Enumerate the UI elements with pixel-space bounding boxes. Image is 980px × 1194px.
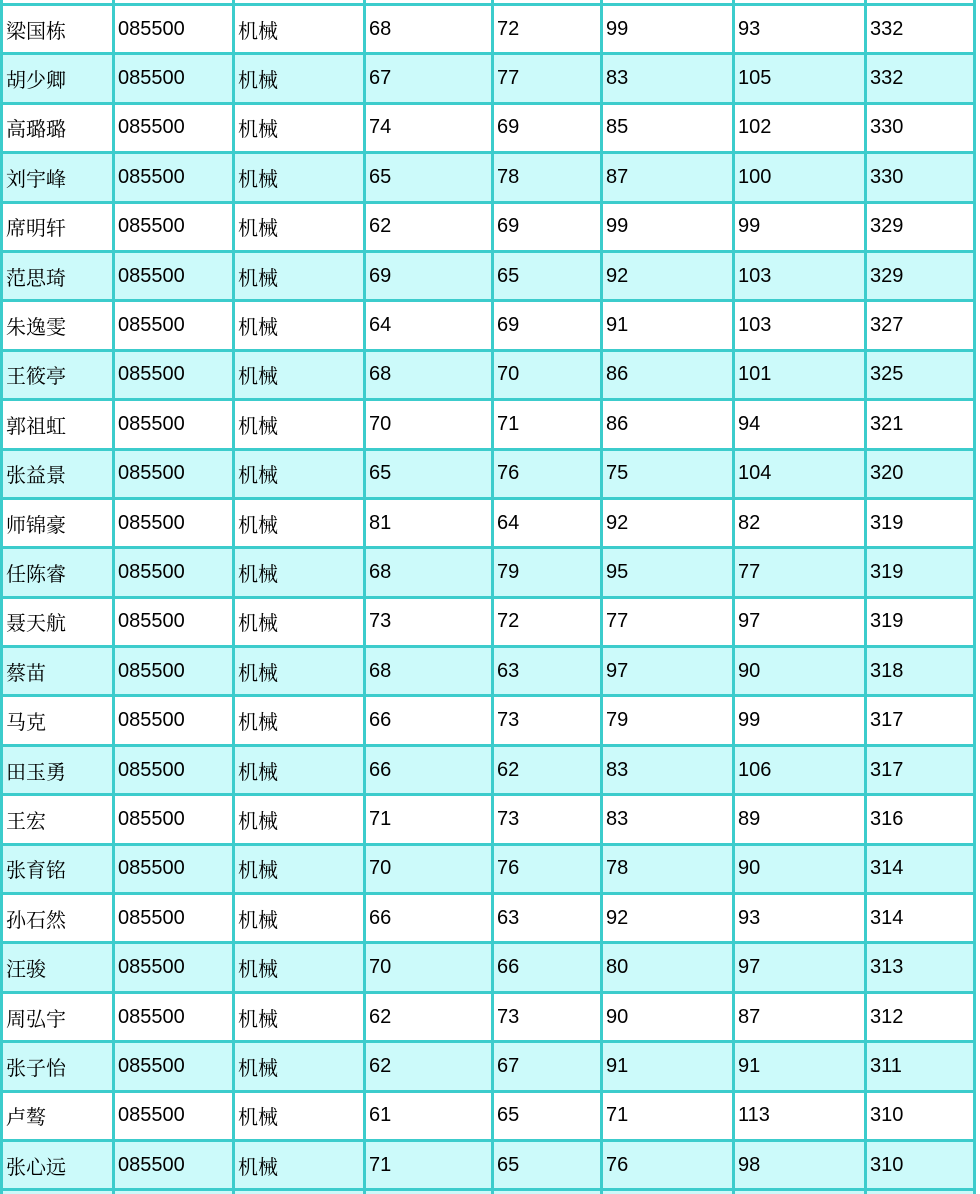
cell-total-score: 317 (867, 697, 976, 746)
cell-total-score: 329 (867, 253, 976, 302)
cell-score-1: 66 (366, 747, 494, 796)
cell-score-2: 76 (494, 846, 603, 895)
table-row (3, 451, 976, 500)
cell-score-1: 73 (366, 599, 494, 648)
cell-program-code: 085500 (115, 549, 235, 598)
cell-student-name: 汪骏 (3, 944, 115, 993)
cell-program-code: 085500 (115, 599, 235, 648)
cell-score-3: 83 (603, 796, 735, 845)
cell-score-2: 63 (494, 648, 603, 697)
cell-major: 机械 (235, 253, 366, 302)
table-row (3, 895, 976, 944)
cell-score-4: 97 (735, 599, 867, 648)
cell-major: 机械 (235, 747, 366, 796)
cell-student-name: 高璐璐 (3, 105, 115, 154)
cell-total-score: 319 (867, 500, 976, 549)
cell-total-score: 310 (867, 1093, 976, 1142)
cell-total-score: 310 (867, 1142, 976, 1191)
cell-program-code: 085500 (115, 204, 235, 253)
cell-student-name: 卢骜 (3, 1093, 115, 1142)
cell-score-3: 79 (603, 697, 735, 746)
cell-score-4: 99 (735, 204, 867, 253)
cell-student-name: 田玉勇 (3, 747, 115, 796)
cell-score-3: 83 (603, 747, 735, 796)
cell-score-2: 69 (494, 105, 603, 154)
cell-score-1: 64 (366, 302, 494, 351)
cell-total-score: 320 (867, 451, 976, 500)
cell-major: 机械 (235, 549, 366, 598)
cell-student-name: 席明轩 (3, 204, 115, 253)
cell-score-4: 106 (735, 747, 867, 796)
cell-score-4: 99 (735, 697, 867, 746)
cell-program-code: 085500 (115, 1142, 235, 1191)
cell-score-2: 72 (494, 6, 603, 55)
cell-score-4: 103 (735, 302, 867, 351)
cell-program-code: 085500 (115, 352, 235, 401)
cell-score-1: 70 (366, 846, 494, 895)
cell-score-1: 70 (366, 401, 494, 450)
cell-score-1: 71 (366, 796, 494, 845)
cell-score-1: 81 (366, 500, 494, 549)
cell-program-code: 085500 (115, 697, 235, 746)
cell-score-4: 87 (735, 994, 867, 1043)
cell-student-name: 蔡苗 (3, 648, 115, 697)
cell-student-name: 师锦豪 (3, 500, 115, 549)
cell-major: 机械 (235, 994, 366, 1043)
cell-score-3: 75 (603, 451, 735, 500)
cell-total-score: 318 (867, 648, 976, 697)
cell-score-1: 61 (366, 1093, 494, 1142)
cell-student-name: 胡少卿 (3, 55, 115, 104)
cell-score-2: 63 (494, 895, 603, 944)
cell-total-score: 319 (867, 599, 976, 648)
cell-total-score: 329 (867, 204, 976, 253)
cell-total-score: 313 (867, 944, 976, 993)
cell-student-name: 张育铭 (3, 846, 115, 895)
cell-total-score: 332 (867, 55, 976, 104)
table-row (3, 154, 976, 203)
cell-major: 机械 (235, 1093, 366, 1142)
cell-score-4: 91 (735, 1043, 867, 1092)
cell-score-2: 65 (494, 253, 603, 302)
cell-program-code: 085500 (115, 648, 235, 697)
cell-student-name: 张子怡 (3, 1043, 115, 1092)
cell-score-4: 105 (735, 55, 867, 104)
cell-score-3: 99 (603, 204, 735, 253)
cell-major: 机械 (235, 302, 366, 351)
cell-program-code: 085500 (115, 302, 235, 351)
cell-score-1: 68 (366, 648, 494, 697)
cell-score-2: 78 (494, 154, 603, 203)
cell-score-2: 73 (494, 994, 603, 1043)
cell-score-1: 65 (366, 154, 494, 203)
cell-score-2: 66 (494, 944, 603, 993)
cell-score-2: 77 (494, 55, 603, 104)
cell-score-3: 92 (603, 253, 735, 302)
cell-score-2: 62 (494, 747, 603, 796)
cell-total-score: 327 (867, 302, 976, 351)
table-row (3, 796, 976, 845)
cell-student-name: 周弘宇 (3, 994, 115, 1043)
cell-program-code: 085500 (115, 6, 235, 55)
cell-student-name: 范思琦 (3, 253, 115, 302)
table-row (3, 500, 976, 549)
table-row (3, 648, 976, 697)
cell-student-name: 朱逸雯 (3, 302, 115, 351)
cell-score-1: 69 (366, 253, 494, 302)
cell-student-name: 马克 (3, 697, 115, 746)
cell-score-4: 93 (735, 895, 867, 944)
cell-score-3: 91 (603, 302, 735, 351)
cell-score-1: 66 (366, 697, 494, 746)
cell-score-3: 91 (603, 1043, 735, 1092)
cell-score-2: 67 (494, 1043, 603, 1092)
cell-major: 机械 (235, 105, 366, 154)
cell-score-3: 90 (603, 994, 735, 1043)
table-row (3, 253, 976, 302)
cell-major: 机械 (235, 500, 366, 549)
cell-total-score: 312 (867, 994, 976, 1043)
table-row (3, 747, 976, 796)
cell-total-score: 330 (867, 105, 976, 154)
cell-major: 机械 (235, 401, 366, 450)
cell-score-2: 72 (494, 599, 603, 648)
cell-total-score: 332 (867, 6, 976, 55)
cell-score-3: 99 (603, 6, 735, 55)
cell-total-score: 325 (867, 352, 976, 401)
cell-score-1: 65 (366, 451, 494, 500)
table-row (3, 105, 976, 154)
cell-score-4: 113 (735, 1093, 867, 1142)
cell-program-code: 085500 (115, 846, 235, 895)
cell-student-name: 张心远 (3, 1142, 115, 1191)
cell-program-code: 085500 (115, 500, 235, 549)
cell-major: 机械 (235, 796, 366, 845)
cell-score-4: 93 (735, 6, 867, 55)
cell-score-3: 97 (603, 648, 735, 697)
cell-score-4: 90 (735, 648, 867, 697)
cell-score-3: 71 (603, 1093, 735, 1142)
cell-major: 机械 (235, 55, 366, 104)
table-row (3, 1142, 976, 1191)
cell-score-2: 69 (494, 204, 603, 253)
cell-total-score: 317 (867, 747, 976, 796)
cell-score-2: 70 (494, 352, 603, 401)
table-row (3, 994, 976, 1043)
cell-program-code: 085500 (115, 253, 235, 302)
cell-major: 机械 (235, 895, 366, 944)
cell-score-3: 95 (603, 549, 735, 598)
cell-score-4: 89 (735, 796, 867, 845)
cell-total-score: 314 (867, 846, 976, 895)
cell-score-1: 62 (366, 994, 494, 1043)
cell-score-2: 73 (494, 796, 603, 845)
cell-score-3: 85 (603, 105, 735, 154)
cell-major: 机械 (235, 648, 366, 697)
cell-major: 机械 (235, 154, 366, 203)
table-row (3, 55, 976, 104)
cell-score-3: 86 (603, 352, 735, 401)
cell-score-4: 94 (735, 401, 867, 450)
cell-program-code: 085500 (115, 895, 235, 944)
cell-student-name: 孙石然 (3, 895, 115, 944)
cell-score-2: 76 (494, 451, 603, 500)
cell-student-name: 聂天航 (3, 599, 115, 648)
cell-total-score: 330 (867, 154, 976, 203)
cell-score-3: 76 (603, 1142, 735, 1191)
cell-total-score: 314 (867, 895, 976, 944)
cell-program-code: 085500 (115, 451, 235, 500)
cell-score-2: 79 (494, 549, 603, 598)
cell-total-score: 311 (867, 1043, 976, 1092)
table-row (3, 846, 976, 895)
cell-student-name: 梁国栋 (3, 6, 115, 55)
cell-score-2: 69 (494, 302, 603, 351)
cell-score-3: 86 (603, 401, 735, 450)
table-row (3, 302, 976, 351)
cell-score-1: 68 (366, 549, 494, 598)
cell-student-name: 王宏 (3, 796, 115, 845)
cell-score-2: 65 (494, 1093, 603, 1142)
cell-score-1: 71 (366, 1142, 494, 1191)
cell-major: 机械 (235, 944, 366, 993)
cell-major: 机械 (235, 352, 366, 401)
cell-student-name: 张益景 (3, 451, 115, 500)
table-row (3, 6, 976, 55)
cell-program-code: 085500 (115, 994, 235, 1043)
cell-score-1: 66 (366, 895, 494, 944)
cell-score-4: 101 (735, 352, 867, 401)
table-row (3, 599, 976, 648)
cell-total-score: 321 (867, 401, 976, 450)
cell-score-4: 102 (735, 105, 867, 154)
table-row (3, 549, 976, 598)
cell-score-2: 64 (494, 500, 603, 549)
cell-program-code: 085500 (115, 55, 235, 104)
cell-score-3: 92 (603, 895, 735, 944)
cell-score-4: 104 (735, 451, 867, 500)
cell-program-code: 085500 (115, 1043, 235, 1092)
cell-major: 机械 (235, 599, 366, 648)
cell-major: 机械 (235, 1043, 366, 1092)
cell-student-name: 王筱亭 (3, 352, 115, 401)
cell-score-4: 77 (735, 549, 867, 598)
cell-score-3: 92 (603, 500, 735, 549)
cell-major: 机械 (235, 451, 366, 500)
cell-score-3: 80 (603, 944, 735, 993)
cell-major: 机械 (235, 204, 366, 253)
cell-score-4: 97 (735, 944, 867, 993)
cell-score-1: 62 (366, 204, 494, 253)
cell-score-2: 65 (494, 1142, 603, 1191)
cell-student-name: 郭祖虹 (3, 401, 115, 450)
table-row (3, 352, 976, 401)
cell-program-code: 085500 (115, 944, 235, 993)
cell-student-name: 任陈睿 (3, 549, 115, 598)
cell-score-1: 68 (366, 6, 494, 55)
cell-student-name: 刘宇峰 (3, 154, 115, 203)
cell-total-score: 316 (867, 796, 976, 845)
cell-major: 机械 (235, 1142, 366, 1191)
table-row (3, 204, 976, 253)
cell-score-3: 83 (603, 55, 735, 104)
table-row (3, 1043, 976, 1092)
cell-program-code: 085500 (115, 796, 235, 845)
cell-score-4: 82 (735, 500, 867, 549)
cell-score-1: 67 (366, 55, 494, 104)
cell-score-4: 103 (735, 253, 867, 302)
cell-program-code: 085500 (115, 747, 235, 796)
cell-program-code: 085500 (115, 1093, 235, 1142)
table-row (3, 944, 976, 993)
cell-program-code: 085500 (115, 105, 235, 154)
cell-major: 机械 (235, 846, 366, 895)
cell-score-4: 90 (735, 846, 867, 895)
cell-score-2: 71 (494, 401, 603, 450)
cell-score-1: 70 (366, 944, 494, 993)
cell-score-1: 62 (366, 1043, 494, 1092)
cell-score-2: 73 (494, 697, 603, 746)
cell-major: 机械 (235, 697, 366, 746)
cell-score-3: 77 (603, 599, 735, 648)
cell-score-4: 100 (735, 154, 867, 203)
cell-score-1: 74 (366, 105, 494, 154)
table-row (3, 697, 976, 746)
cell-major: 机械 (235, 6, 366, 55)
table-row (3, 1093, 976, 1142)
cell-score-3: 78 (603, 846, 735, 895)
cell-total-score: 319 (867, 549, 976, 598)
cell-program-code: 085500 (115, 154, 235, 203)
table-row (3, 401, 976, 450)
cell-score-1: 68 (366, 352, 494, 401)
cell-score-3: 87 (603, 154, 735, 203)
cell-score-4: 98 (735, 1142, 867, 1191)
cell-program-code: 085500 (115, 401, 235, 450)
